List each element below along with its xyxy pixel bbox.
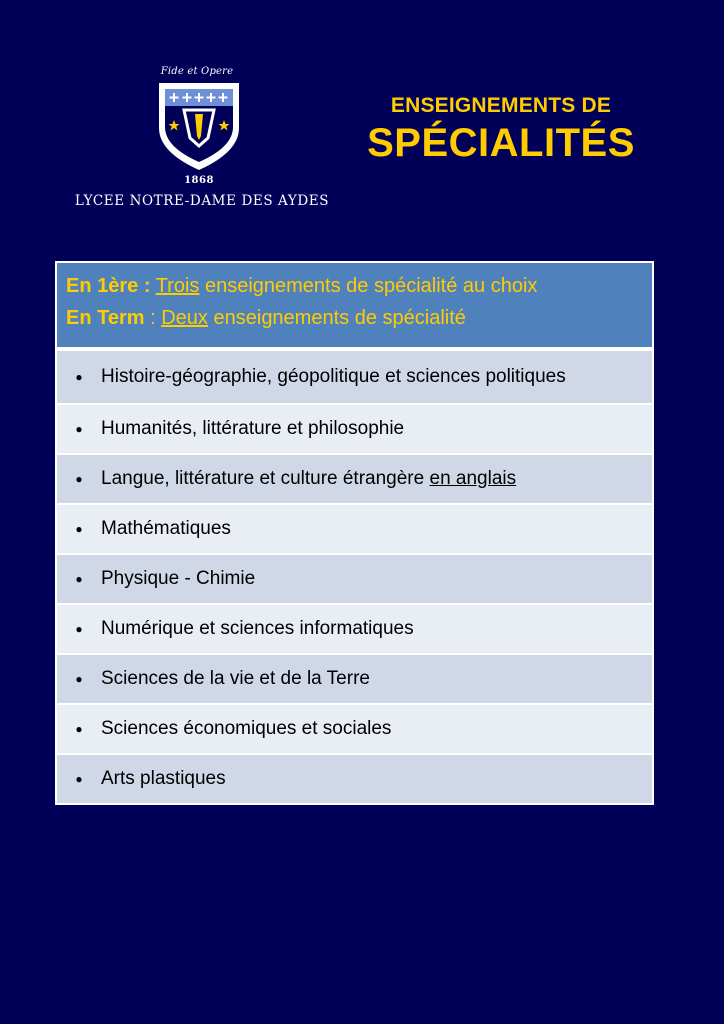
school-motto: Fide et Opere — [160, 66, 234, 77]
bullet-icon: ● — [75, 472, 83, 486]
header-row-terminale — [66, 302, 652, 334]
header-text-terminale: enseignements de spécialité — [213, 307, 466, 329]
school-logo-block — [56, 64, 340, 216]
header-count-premiere: Trois — [155, 275, 200, 297]
header-label-premiere: En 1ère : — [66, 275, 151, 297]
list-item-text-main: Langue, littérature et culture étrangère — [101, 468, 425, 489]
header-text-premiere: enseignements de spécialité au choix — [204, 275, 538, 297]
bullet-icon: ● — [75, 722, 83, 736]
school-founding-year: 1868 — [184, 175, 214, 186]
list-item — [57, 603, 652, 653]
list-item — [57, 403, 652, 453]
table-header — [57, 263, 652, 351]
header-label-terminale: En Term — [66, 307, 145, 329]
list-item — [57, 753, 652, 803]
page-title — [342, 92, 660, 166]
school-crest-icon — [156, 80, 242, 172]
list-item-text — [101, 468, 516, 490]
bullet-icon: ● — [75, 370, 83, 384]
list-item-text-underlined: en anglais — [429, 468, 517, 489]
school-name: LYCEE NOTRE-DAME DES AYDES — [74, 193, 330, 209]
list-item — [57, 503, 652, 553]
list-item-text: Sciences de la vie et de la Terre — [101, 668, 370, 689]
title-line-1: ENSEIGNEMENTS DE — [390, 94, 612, 117]
header-separator-terminale: : — [150, 307, 156, 329]
header-row-premiere — [66, 270, 652, 302]
list-item-text: Sciences économiques et sociales — [101, 718, 392, 739]
title-line-2: SPÉCIALITÉS — [367, 121, 635, 165]
header-count-terminale: Deux — [161, 307, 208, 329]
bullet-icon: ● — [75, 772, 83, 786]
list-item-text: Humanités, littérature et philosophie — [101, 418, 405, 439]
list-item — [57, 703, 652, 753]
list-item-text: Arts plastiques — [101, 768, 226, 789]
list-item-text: Mathématiques — [101, 518, 231, 539]
list-item-text: Numérique et sciences informatiques — [101, 618, 414, 639]
list-item — [57, 553, 652, 603]
bullet-icon: ● — [75, 672, 83, 686]
bullet-icon: ● — [75, 572, 83, 586]
bullet-icon: ● — [75, 522, 83, 536]
list-item — [57, 351, 652, 403]
list-item-text: Physique - Chimie — [101, 568, 256, 589]
list-item-text: Histoire-géographie, géopolitique et sciences politiques — [101, 366, 566, 387]
specialties-table — [55, 261, 654, 805]
bullet-icon: ● — [75, 622, 83, 636]
specialties-list — [57, 351, 652, 803]
list-item — [57, 653, 652, 703]
list-item — [57, 453, 652, 503]
bullet-icon: ● — [75, 422, 83, 436]
